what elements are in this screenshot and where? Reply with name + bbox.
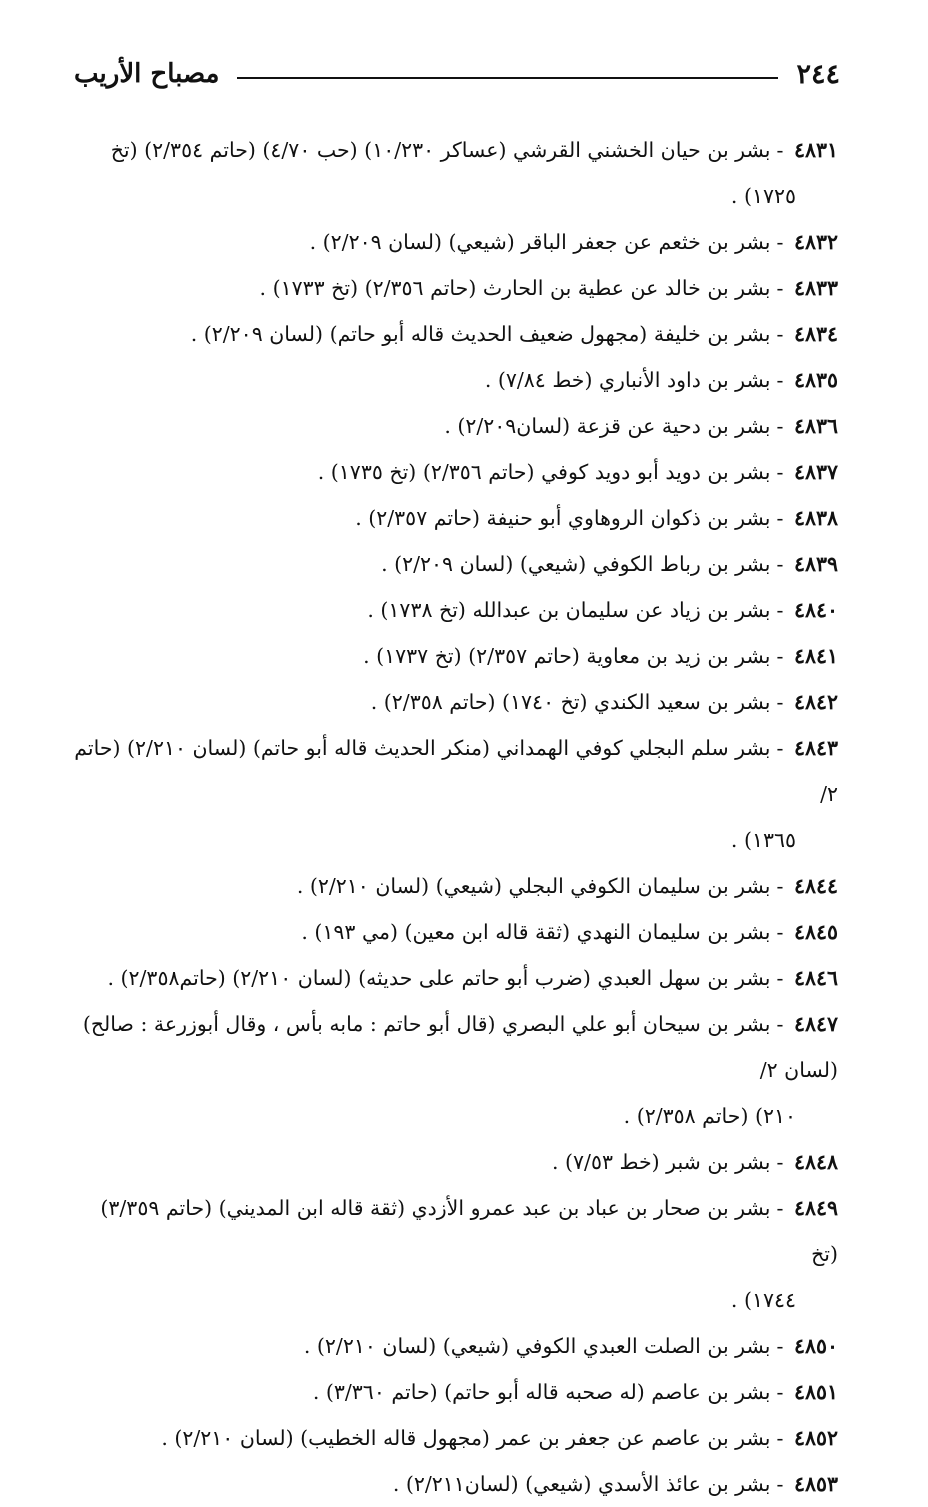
entry-number: ٤٨٥٠: [793, 1334, 838, 1358]
entry-number: ٤٨٣٧: [793, 460, 838, 484]
entry-number: ٤٨٤٧: [793, 1012, 838, 1036]
list-item: [70, 219, 838, 265]
entry-number: ٤٨٣٨: [793, 506, 838, 530]
entry-dash: -: [776, 598, 784, 622]
entry-text: بشر بن دويد أبو دويد كوفي (حاتم ٢/٣٥٦) (تخ ١٧٣٥) .: [317, 460, 771, 484]
entry-first-line: [70, 679, 838, 725]
entry-continuation: ٢١٠) (حاتم ٢/٣٥٨) .: [623, 1104, 796, 1128]
entry-list: [70, 127, 838, 1507]
entry-dash: -: [776, 368, 784, 392]
list-item: [70, 633, 838, 679]
entry-first-line: [70, 1461, 838, 1507]
entry-number: ٤٨٥٢: [793, 1426, 838, 1450]
entry-text: بشر بن سليمان النهدي (ثقة قاله ابن معين) (مي ١٩٣) .: [301, 920, 771, 944]
page-header: [74, 52, 840, 96]
entry-first-line: [70, 219, 838, 265]
entry-text: بشر بن حيان الخشني القرشي (عساكر ١٠/٢٣٠) (حب ٤/٧٠) (حاتم ٢/٣٥٤) (تخ: [110, 138, 771, 162]
entry-first-line: [70, 541, 838, 587]
entry-dash: -: [776, 230, 784, 254]
list-item: [70, 1139, 838, 1185]
entry-text: بشر بن سهل العبدي (ضرب أبو حاتم على حديثه) (لسان ٢/٢١٠) (حاتم٢/٣٥٨) .: [107, 966, 771, 990]
list-item: [70, 1369, 838, 1415]
entry-first-line: [70, 633, 838, 679]
entry-first-line: [70, 1369, 838, 1415]
entry-text: بشر بن عاصم عن جعفر بن عمر (مجهول قاله الخطيب) (لسان ٢/٢١٠) .: [161, 1426, 771, 1450]
entry-dash: -: [776, 644, 784, 668]
entry-first-line: [70, 449, 838, 495]
entry-number: ٤٨٤٩: [793, 1196, 838, 1220]
entry-dash: -: [776, 322, 784, 346]
entry-number: ٤٨٣٤: [793, 322, 838, 346]
entry-number: ٤٨٤٠: [793, 598, 838, 622]
list-item: [70, 1001, 838, 1139]
entry-first-line: [70, 1323, 838, 1369]
entry-text: بشر بن خثعم عن جعفر الباقر (شيعي) (لسان ٢/٢٠٩) .: [309, 230, 771, 254]
entry-dash: -: [776, 1472, 784, 1496]
list-item: [70, 863, 838, 909]
list-item: [70, 403, 838, 449]
entry-number: ٤٨٣٣: [793, 276, 838, 300]
entry-dash: -: [776, 690, 784, 714]
entry-first-line: [70, 1001, 838, 1093]
book-title: مصباح الأريب: [74, 59, 220, 89]
list-item: [70, 725, 838, 863]
entry-first-line: [70, 1415, 838, 1461]
list-item: [70, 495, 838, 541]
entry-first-line: [70, 357, 838, 403]
entry-first-line: [70, 265, 838, 311]
entry-text: بشر بن خالد عن عطية بن الحارث (حاتم ٢/٣٥٦) (تخ ١٧٣٣) .: [259, 276, 771, 300]
entry-dash: -: [776, 1334, 784, 1358]
entry-text: بشر بن الصلت العبدي الكوفي (شيعي) (لسان ٢/٢١٠) .: [303, 1334, 771, 1358]
list-item: [70, 127, 838, 219]
entry-dash: -: [776, 920, 784, 944]
entry-dash: -: [776, 460, 784, 484]
list-item: [70, 909, 838, 955]
entry-first-line: [70, 725, 838, 817]
entry-first-line: [70, 955, 838, 1001]
list-item: [70, 955, 838, 1001]
entry-first-line: [70, 403, 838, 449]
entry-text: بشر بن سليمان الكوفي البجلي (شيعي) (لسان ٢/٢١٠) .: [296, 874, 771, 898]
entry-number: ٤٨٤١: [793, 644, 838, 668]
entry-number: ٤٨٣٦: [793, 414, 838, 438]
entry-text: بشر بن رباط الكوفي (شيعي) (لسان ٢/٢٠٩) .: [381, 552, 771, 576]
entry-number: ٤٨٣١: [793, 138, 838, 162]
entry-continuation: ١٣٦٥) .: [730, 828, 796, 852]
entry-continuation: ١٧٤٤) .: [730, 1288, 796, 1312]
entry-first-line: [70, 909, 838, 955]
list-item: [70, 1461, 838, 1507]
entry-text: بشر بن ذكوان الروهاوي أبو حنيفة (حاتم ٢/٣٥٧) .: [355, 506, 771, 530]
header-rule: [237, 77, 778, 79]
entry-number: ٤٨٣٥: [793, 368, 838, 392]
entry-text: بشر بن صحار بن عباد بن عبد عمرو الأزدي (ثقة قاله ابن المديني) (حاتم ٣/٣٥٩) (تخ: [100, 1196, 838, 1266]
entry-first-line: [70, 127, 838, 173]
entry-text: بشر بن عاصم (له صحبه قاله أبو حاتم) (حاتم ٣/٣٦٠) .: [312, 1380, 771, 1404]
entry-number: ٤٨٤٦: [793, 966, 838, 990]
list-item: [70, 1185, 838, 1323]
list-item: [70, 541, 838, 587]
entry-dash: -: [776, 1012, 784, 1036]
list-item: [70, 449, 838, 495]
list-item: [70, 587, 838, 633]
entry-text: بشر بن داود الأنباري (خط ٧/٨٤) .: [484, 368, 771, 392]
entry-dash: -: [776, 874, 784, 898]
entry-dash: -: [776, 966, 784, 990]
entry-text: بشر بن دحية عن قزعة (لسان٢/٢٠٩) .: [444, 414, 771, 438]
entry-dash: -: [776, 736, 784, 760]
list-item: [70, 1323, 838, 1369]
entry-dash: -: [776, 138, 784, 162]
entry-first-line: [70, 1185, 838, 1277]
entry-number: ٤٨٤٨: [793, 1150, 838, 1174]
entry-first-line: [70, 587, 838, 633]
entry-first-line: [70, 311, 838, 357]
entry-number: ٤٨٤٥: [793, 920, 838, 944]
entry-first-line: [70, 863, 838, 909]
entry-dash: -: [776, 1380, 784, 1404]
entry-number: ٤٨٣٢: [793, 230, 838, 254]
entry-text: بشر بن سيحان أبو علي البصري (قال أبو حاتم : مابه بأس ، وقال أبوزرعة : صالح) (لسان ٢/: [82, 1012, 838, 1082]
entry-number: ٤٨٤٢: [793, 690, 838, 714]
entry-number: ٤٨٥٣: [793, 1472, 838, 1496]
entry-dash: -: [776, 1150, 784, 1174]
entry-text: بشر بن زياد عن سليمان بن عبدالله (تخ ١٧٣٨) .: [367, 598, 771, 622]
entry-continuation: ١٧٢٥) .: [730, 184, 796, 208]
entry-dash: -: [776, 506, 784, 530]
entry-number: ٤٨٥١: [793, 1380, 838, 1404]
page-number: ٢٤٤: [796, 58, 840, 90]
entry-text: بشر بن شبر (خط ٧/٥٣) .: [552, 1150, 771, 1174]
entry-text: بشر سلم البجلي كوفي الهمداني (منكر الحديث قاله أبو حاتم) (لسان ٢/٢١٠) (حاتم ٢/: [74, 736, 838, 806]
entry-text: بشر بن عائذ الأسدي (شيعي) (لسان٢/٢١١) .: [392, 1472, 771, 1496]
entry-dash: -: [776, 1196, 784, 1220]
list-item: [70, 311, 838, 357]
entry-text: بشر بن زيد بن معاوية (حاتم ٢/٣٥٧) (تخ ١٧٣٧) .: [363, 644, 771, 668]
entry-number: ٤٨٣٩: [793, 552, 838, 576]
entry-dash: -: [776, 276, 784, 300]
entry-dash: -: [776, 1426, 784, 1450]
entry-text: بشر بن سعيد الكندي (تخ ١٧٤٠) (حاتم ٢/٣٥٨) .: [370, 690, 771, 714]
entry-number: ٤٨٤٤: [793, 874, 838, 898]
entry-text: بشر بن خليفة (مجهول ضعيف الحديث قاله أبو حاتم) (لسان ٢/٢٠٩) .: [190, 322, 771, 346]
list-item: [70, 265, 838, 311]
entry-first-line: [70, 1139, 838, 1185]
list-item: [70, 1415, 838, 1461]
entry-number: ٤٨٤٣: [793, 736, 838, 760]
list-item: [70, 357, 838, 403]
entry-dash: -: [776, 552, 784, 576]
entry-first-line: [70, 495, 838, 541]
list-item: [70, 679, 838, 725]
entry-dash: -: [776, 414, 784, 438]
